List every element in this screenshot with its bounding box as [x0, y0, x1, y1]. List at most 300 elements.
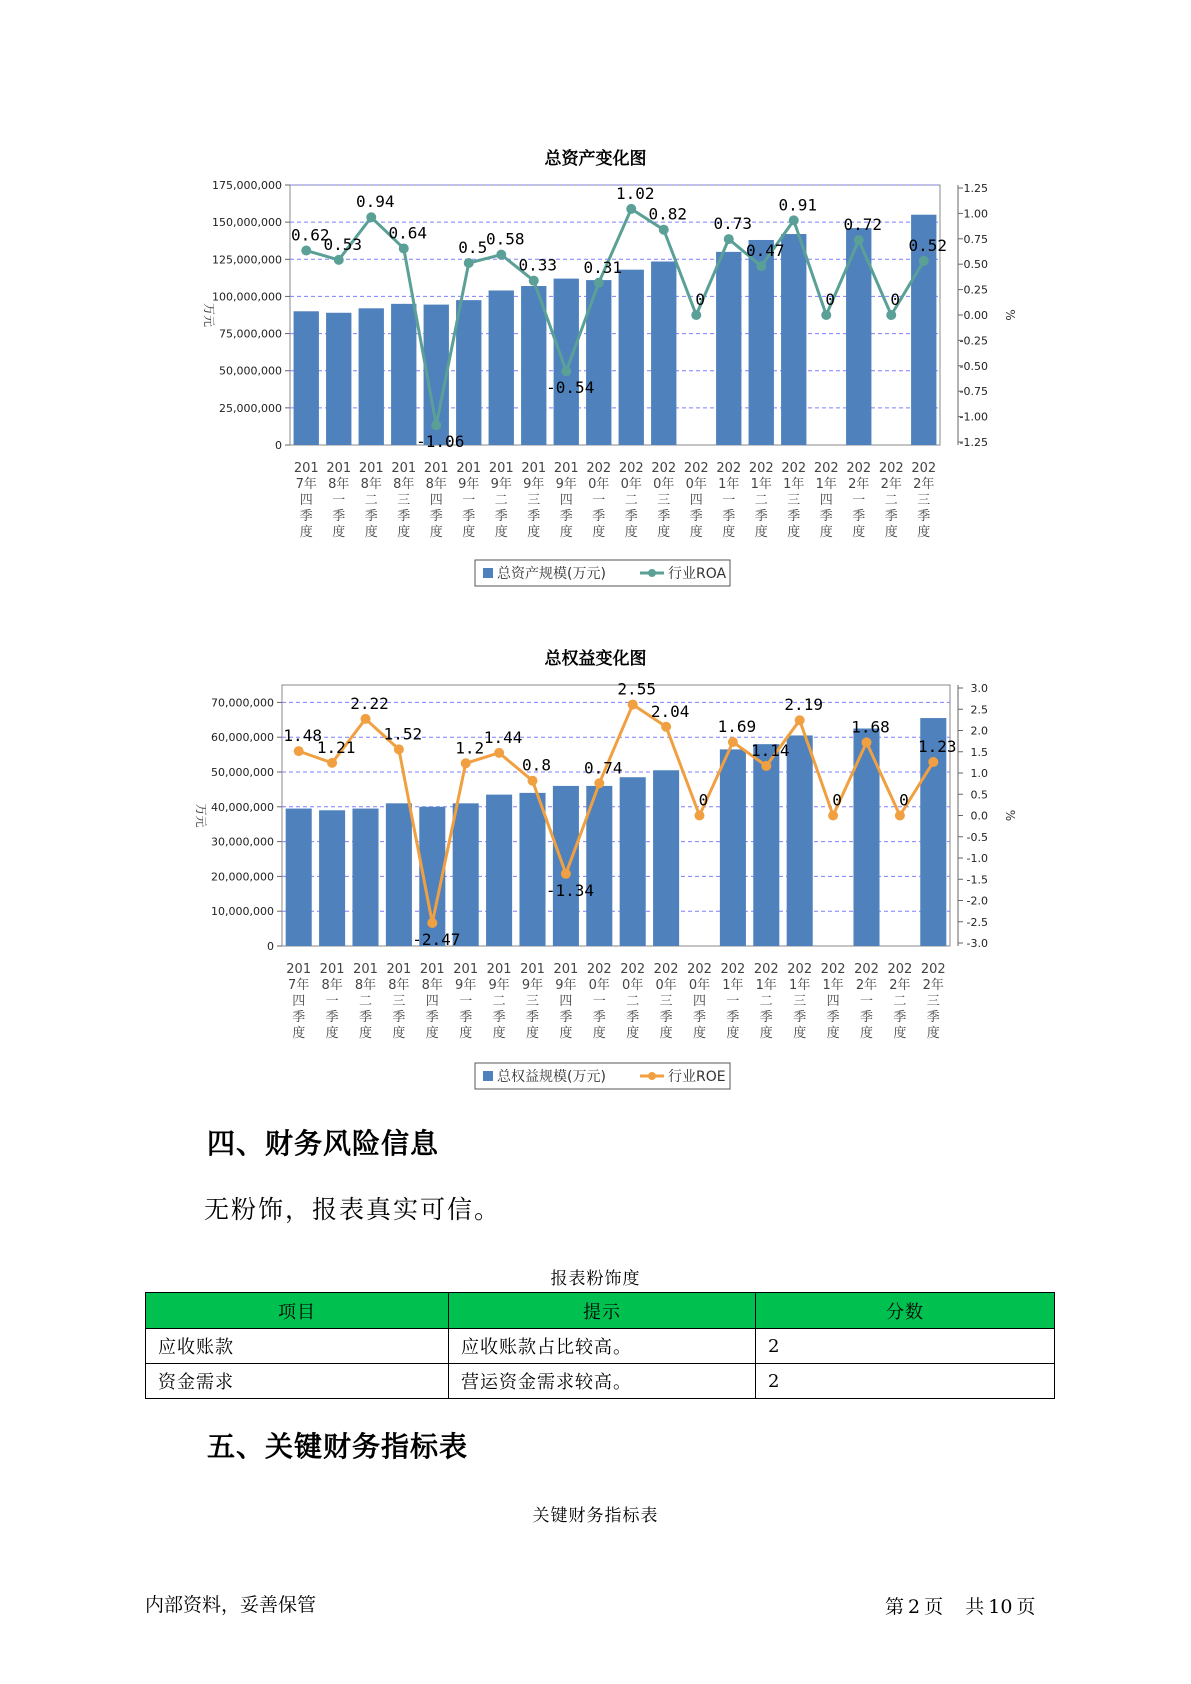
- x-tick-label: 一: [726, 994, 740, 1009]
- x-tick-label: 9年: [490, 477, 512, 492]
- x-tick-label: 季: [726, 1010, 740, 1025]
- y-tick-label: 60,000,000: [211, 731, 274, 745]
- x-tick-label: 季: [826, 1010, 840, 1025]
- x-tick-label: 三: [793, 994, 807, 1009]
- x-tick-label: 四: [429, 493, 443, 508]
- x-tick-label: 季: [332, 509, 346, 524]
- header-score: 分数: [756, 1293, 1055, 1329]
- y-tick-label: 20,000,000: [211, 870, 274, 884]
- x-tick-label: 度: [754, 525, 768, 540]
- data-label: 0.31: [583, 257, 623, 277]
- header-item: 项目: [146, 1293, 449, 1329]
- x-tick-label: 二: [358, 994, 373, 1009]
- x-tick-label: 度: [397, 525, 411, 540]
- x-tick-label: 四: [692, 994, 707, 1009]
- x-tick-label: 0年: [622, 978, 644, 993]
- x-tick-label: 三: [659, 994, 673, 1009]
- data-label: 0.62: [290, 225, 330, 245]
- y2-tick-label: -2.5: [966, 915, 988, 929]
- x-tick-label: 0年: [688, 978, 711, 993]
- x-tick-label: 202: [586, 461, 612, 476]
- y2-tick-label: -1.0: [966, 852, 988, 865]
- data-label: 0: [825, 290, 836, 309]
- x-tick-label: 202: [620, 962, 646, 977]
- table-row: [146, 1364, 1055, 1399]
- x-tick-label: 201: [520, 962, 545, 977]
- data-label: 0.73: [713, 214, 753, 234]
- bar: [359, 308, 384, 445]
- x-tick-label: 202: [716, 461, 742, 476]
- whitewash-table: [145, 1292, 1055, 1399]
- x-tick-label: 201: [319, 962, 345, 977]
- legend-label-line: 行业ROA: [668, 566, 727, 582]
- x-tick-label: 季: [759, 1010, 773, 1025]
- x-tick-label: 季: [787, 509, 801, 524]
- x-tick-label: 度: [626, 1026, 640, 1041]
- series-point: [561, 869, 571, 879]
- bar: [456, 300, 481, 445]
- x-tick-label: 201: [293, 461, 319, 476]
- x-tick-label: 1年: [718, 477, 740, 492]
- x-tick-label: 201: [553, 962, 579, 977]
- x-tick-label: 度: [624, 525, 638, 540]
- x-tick-label: 季: [299, 509, 313, 524]
- x-tick-label: 季: [884, 509, 898, 524]
- x-tick-label: 8年: [421, 978, 443, 993]
- series-point: [919, 256, 929, 266]
- bar: [620, 777, 646, 946]
- x-tick-label: 三: [392, 994, 406, 1009]
- data-label: 0.5: [458, 238, 488, 257]
- x-tick-label: 二: [492, 994, 506, 1009]
- x-tick-label: 1年: [755, 978, 777, 993]
- x-tick-label: 202: [748, 461, 774, 476]
- x-tick-label: 202: [651, 461, 677, 476]
- x-tick-label: 9年: [521, 978, 544, 993]
- series-point: [334, 255, 344, 265]
- x-tick-label: 季: [325, 1010, 339, 1025]
- x-tick-label: 季: [494, 509, 508, 524]
- bar: [352, 809, 378, 946]
- y2-tick-label: -1.25: [959, 436, 988, 449]
- x-tick-label: 201: [358, 461, 384, 476]
- x-tick-label: 201: [386, 962, 412, 977]
- x-tick-label: 三: [657, 493, 671, 508]
- x-tick-label: 一: [592, 493, 606, 508]
- series-point: [628, 700, 638, 710]
- x-tick-label: 季: [459, 1010, 473, 1025]
- x-tick-label: 季: [917, 509, 931, 524]
- bar: [553, 786, 579, 946]
- total-prefix: 共: [965, 1596, 985, 1618]
- x-tick-label: 度: [559, 1026, 573, 1041]
- x-tick-label: 9年: [523, 477, 545, 492]
- data-label: 0.52: [908, 235, 948, 255]
- x-tick-label: 度: [592, 1026, 606, 1041]
- x-tick-label: 季: [722, 509, 736, 524]
- y2-tick-label: 0.50: [963, 258, 988, 272]
- x-tick-label: 9年: [458, 477, 480, 492]
- x-tick-label: 202: [887, 962, 913, 977]
- x-tick-label: 度: [689, 525, 703, 540]
- data-label: 0.58: [485, 229, 525, 249]
- y2-tick-label: -1.5: [966, 873, 988, 887]
- x-tick-label: 度: [793, 1026, 807, 1041]
- section-heading-financial-risk: 四、财务风险信息: [207, 1127, 440, 1160]
- x-tick-label: 1年: [750, 477, 772, 492]
- data-label: 1.52: [383, 724, 423, 744]
- x-tick-label: 二: [884, 493, 898, 508]
- series-point: [461, 758, 471, 768]
- x-tick-label: 202: [753, 962, 779, 977]
- series-point: [761, 761, 771, 771]
- row-score: 2: [756, 1329, 1055, 1364]
- total-equity-chart: [0, 680, 1191, 1100]
- x-tick-label: 8年: [360, 477, 382, 492]
- x-tick-label: 季: [659, 1010, 673, 1025]
- x-tick-label: 二: [754, 493, 768, 508]
- data-label: 0: [899, 790, 909, 810]
- x-tick-label: 二: [624, 493, 638, 508]
- series-point: [394, 744, 404, 754]
- x-tick-label: 一: [462, 493, 476, 508]
- legend-label-line: 行业ROE: [668, 1069, 726, 1085]
- x-tick-label: 2年: [889, 978, 911, 993]
- x-tick-label: 季: [819, 509, 833, 524]
- x-tick-label: 四: [689, 493, 703, 508]
- x-tick-label: 四: [826, 994, 840, 1009]
- data-label: 1.68: [851, 717, 890, 737]
- data-label: 2.22: [350, 693, 389, 713]
- data-label: 1.23: [918, 736, 957, 756]
- x-tick-label: 9年: [555, 477, 577, 492]
- y2-tick-label: 0.5: [970, 788, 988, 802]
- x-tick-label: 202: [720, 962, 746, 977]
- bar: [486, 795, 512, 946]
- x-tick-label: 季: [527, 509, 541, 524]
- data-label: 0.8: [522, 755, 551, 775]
- bar: [326, 313, 351, 445]
- x-tick-label: 季: [893, 1010, 907, 1025]
- data-label: 0.47: [745, 241, 785, 261]
- x-tick-label: 2年: [913, 477, 935, 492]
- row-item: 资金需求: [146, 1364, 449, 1399]
- row-hint: 营运资金需求较高。: [449, 1364, 756, 1399]
- x-tick-label: 8年: [328, 477, 350, 492]
- data-label: 2.19: [784, 695, 823, 715]
- y2-tick-label: 2.0: [970, 724, 988, 738]
- x-tick-label: 四: [559, 994, 573, 1009]
- bar: [386, 803, 412, 946]
- x-tick-label: 202: [586, 962, 612, 977]
- x-tick-label: 202: [653, 962, 679, 977]
- series-point: [327, 758, 337, 768]
- series-point: [594, 278, 604, 288]
- total-assets-chart: [0, 170, 1191, 590]
- x-tick-label: 8年: [321, 978, 343, 993]
- x-tick-label: 四: [819, 493, 833, 508]
- x-tick-label: 季: [559, 1010, 573, 1025]
- x-tick-label: 201: [456, 461, 482, 476]
- data-label: 0: [832, 790, 842, 810]
- y-tick-label: 75,000,000: [219, 327, 282, 341]
- x-tick-label: 201: [353, 962, 378, 977]
- x-tick-label: 二: [494, 493, 508, 508]
- x-tick-label: 季: [492, 1010, 506, 1025]
- data-label: 0: [890, 290, 901, 309]
- x-tick-label: 四: [425, 994, 439, 1009]
- x-tick-label: 一: [459, 994, 473, 1009]
- data-label: 0.94: [355, 192, 395, 212]
- x-tick-label: 三: [926, 994, 940, 1009]
- y-tick-label: 150,000,000: [212, 216, 282, 230]
- x-tick-label: 季: [852, 509, 866, 524]
- bar: [781, 234, 806, 445]
- section-heading-key-indicators: 五、关键财务指标表: [207, 1430, 469, 1463]
- x-tick-label: 季: [692, 1010, 707, 1025]
- x-tick-label: 一: [592, 994, 606, 1009]
- series-point: [886, 310, 896, 320]
- x-tick-label: 一: [325, 994, 339, 1009]
- x-tick-label: 0年: [653, 477, 675, 492]
- x-tick-label: 度: [364, 525, 378, 540]
- bar: [453, 803, 479, 946]
- x-tick-label: 度: [325, 1026, 339, 1041]
- row-item: 应收账款: [146, 1329, 449, 1364]
- x-tick-label: 三: [525, 994, 540, 1009]
- x-tick-label: 2年: [855, 978, 878, 993]
- x-tick-label: 季: [626, 1010, 640, 1025]
- x-tick-label: 度: [819, 525, 833, 540]
- y2-tick-label: 1.0: [970, 767, 988, 780]
- series-point: [594, 778, 604, 788]
- bar: [653, 770, 679, 946]
- series-point: [728, 737, 738, 747]
- bar: [519, 793, 545, 946]
- y2-tick-label: -3.0: [966, 937, 988, 950]
- x-tick-label: 度: [392, 1026, 406, 1041]
- series-point: [561, 366, 571, 376]
- x-tick-label: 度: [494, 525, 508, 540]
- x-tick-label: 度: [292, 1026, 306, 1041]
- data-label: 1.48: [283, 726, 322, 746]
- x-tick-label: 二: [626, 994, 640, 1009]
- x-tick-label: 度: [592, 525, 606, 540]
- bar: [489, 290, 514, 445]
- x-tick-label: 2年: [848, 477, 870, 492]
- risk-summary-text: 无粉饰，报表真实可信。: [204, 1195, 502, 1224]
- x-tick-label: 0年: [655, 978, 677, 993]
- x-tick-label: 四: [292, 994, 306, 1009]
- bar: [294, 311, 319, 445]
- x-tick-label: 三: [527, 493, 541, 508]
- x-tick-label: 202: [618, 461, 644, 476]
- x-tick-label: 度: [299, 525, 313, 540]
- x-tick-label: 7年: [288, 978, 310, 993]
- bar: [319, 810, 345, 946]
- legend-swatch-point: [648, 1072, 656, 1080]
- series-point: [659, 225, 669, 235]
- y2-tick-label: -2.0: [966, 894, 988, 908]
- y2-axis-unit: %: [1003, 809, 1017, 822]
- bar: [651, 262, 676, 445]
- legend-label-bar: 总权益规模(万元): [497, 1069, 606, 1085]
- x-tick-label: 2年: [880, 477, 902, 492]
- y2-tick-label: -0.75: [959, 385, 988, 399]
- data-label: 0.64: [388, 223, 428, 243]
- x-tick-label: 9年: [488, 978, 510, 993]
- x-tick-label: 1年: [815, 477, 837, 492]
- footer-page-number: [885, 1592, 1039, 1619]
- data-label: 1.02: [615, 183, 655, 203]
- series-point: [366, 212, 376, 222]
- x-tick-label: 202: [687, 962, 712, 977]
- x-tick-label: 二: [893, 994, 907, 1009]
- data-label: 0.82: [648, 204, 688, 224]
- data-label: 0.91: [778, 195, 818, 215]
- series-point: [464, 258, 474, 268]
- x-tick-label: 8年: [393, 477, 415, 492]
- x-tick-label: 一: [722, 493, 736, 508]
- x-tick-label: 201: [423, 461, 449, 476]
- x-tick-label: 季: [358, 1010, 373, 1025]
- x-tick-label: 度: [893, 1026, 907, 1041]
- y2-tick-label: 1.00: [963, 207, 988, 221]
- series-point: [795, 715, 805, 725]
- x-tick-label: 度: [659, 1026, 673, 1041]
- x-tick-label: 0年: [685, 477, 707, 492]
- x-tick-label: 1年: [783, 477, 805, 492]
- x-tick-label: 201: [286, 962, 312, 977]
- x-tick-label: 一: [852, 493, 866, 508]
- row-hint: 应收账款占比较高。: [449, 1329, 756, 1364]
- table-row: [146, 1329, 1055, 1364]
- x-tick-label: 季: [926, 1010, 940, 1025]
- x-tick-label: 202: [920, 962, 946, 977]
- x-tick-label: 季: [462, 509, 476, 524]
- x-tick-label: 度: [492, 1026, 506, 1041]
- x-tick-label: 三: [787, 493, 801, 508]
- data-label: -2.47: [412, 929, 461, 949]
- x-tick-label: 季: [592, 509, 606, 524]
- x-tick-label: 度: [525, 1026, 540, 1041]
- x-tick-label: 202: [820, 962, 846, 977]
- x-tick-label: 季: [525, 1010, 540, 1025]
- series-point: [427, 918, 437, 928]
- chart-title-assets: 总资产变化图: [544, 149, 647, 169]
- series-point: [828, 811, 838, 821]
- bar: [554, 279, 579, 445]
- series-point: [361, 714, 371, 724]
- y-tick-label: 30,000,000: [211, 835, 274, 849]
- data-label: 0.53: [323, 234, 363, 254]
- bar: [787, 735, 813, 946]
- x-tick-label: 1年: [722, 978, 744, 993]
- y-tick-label: 25,000,000: [219, 401, 282, 415]
- data-label: -1.34: [545, 880, 594, 900]
- x-tick-label: 度: [692, 1026, 707, 1041]
- x-tick-label: 季: [793, 1010, 807, 1025]
- x-tick-label: 季: [592, 1010, 606, 1025]
- x-tick-label: 202: [911, 461, 937, 476]
- x-tick-label: 202: [854, 962, 879, 977]
- x-tick-label: 202: [813, 461, 839, 476]
- x-tick-label: 201: [391, 461, 417, 476]
- x-tick-label: 季: [754, 509, 768, 524]
- risk-table-caption: 报表粉饰度: [550, 1269, 641, 1289]
- bar: [391, 304, 416, 445]
- y2-tick-label: 0.00: [963, 309, 988, 322]
- data-label: 0: [695, 290, 706, 309]
- x-tick-label: 二: [759, 994, 773, 1009]
- x-tick-label: 0年: [588, 477, 610, 492]
- x-tick-label: 度: [722, 525, 736, 540]
- data-label: 2.55: [617, 680, 656, 699]
- x-tick-label: 季: [397, 509, 411, 524]
- x-tick-label: 1年: [789, 978, 811, 993]
- data-label: 0.33: [518, 255, 558, 275]
- series-point: [496, 250, 506, 260]
- footer-confidential-note: 内部资料，妥善保管: [145, 1594, 317, 1616]
- y2-tick-label: 0.75: [963, 232, 988, 246]
- legend-swatch-bar: [483, 1071, 493, 1081]
- x-tick-label: 季: [624, 509, 638, 524]
- data-label: 0: [698, 790, 709, 810]
- x-tick-label: 201: [553, 461, 579, 476]
- data-label: 0.72: [843, 215, 883, 235]
- total-unit: 页: [1016, 1596, 1036, 1618]
- x-tick-label: 四: [299, 493, 313, 508]
- x-tick-label: 度: [462, 525, 476, 540]
- page-unit: 页: [924, 1596, 944, 1618]
- series-point: [928, 757, 938, 767]
- data-label: 2.04: [650, 701, 690, 721]
- y2-tick-label: 1.5: [970, 745, 988, 759]
- x-tick-label: 度: [459, 1026, 473, 1041]
- series-point: [854, 235, 864, 245]
- x-tick-label: 7年: [295, 477, 317, 492]
- data-label: -0.54: [546, 378, 595, 398]
- x-tick-label: 季: [859, 1010, 874, 1025]
- x-tick-label: 季: [364, 509, 378, 524]
- data-label: 1.21: [316, 737, 356, 757]
- total-pages: 10: [988, 1596, 1013, 1618]
- x-tick-label: 8年: [388, 978, 410, 993]
- y-axis-unit: 万元: [194, 803, 208, 828]
- x-tick-label: 9年: [555, 978, 577, 993]
- series-point: [494, 748, 504, 758]
- bar: [716, 252, 741, 445]
- data-label: 0.74: [584, 758, 623, 778]
- y-tick-label: 40,000,000: [211, 800, 274, 814]
- y2-tick-label: 2.5: [970, 703, 988, 717]
- series-point: [529, 276, 539, 286]
- x-tick-label: 度: [917, 525, 931, 540]
- x-tick-label: 度: [429, 525, 443, 540]
- y2-axis-unit: %: [1003, 309, 1017, 321]
- bar: [753, 744, 779, 946]
- x-tick-label: 一: [332, 493, 346, 508]
- y2-tick-label: 0.0: [970, 809, 988, 823]
- series-point: [528, 776, 538, 786]
- x-tick-label: 度: [358, 1026, 373, 1041]
- table-header-row: [146, 1293, 1055, 1329]
- series-point: [431, 420, 441, 430]
- series-point: [862, 737, 872, 747]
- series-point: [724, 234, 734, 244]
- x-tick-label: 度: [884, 525, 898, 540]
- series-point: [756, 261, 766, 271]
